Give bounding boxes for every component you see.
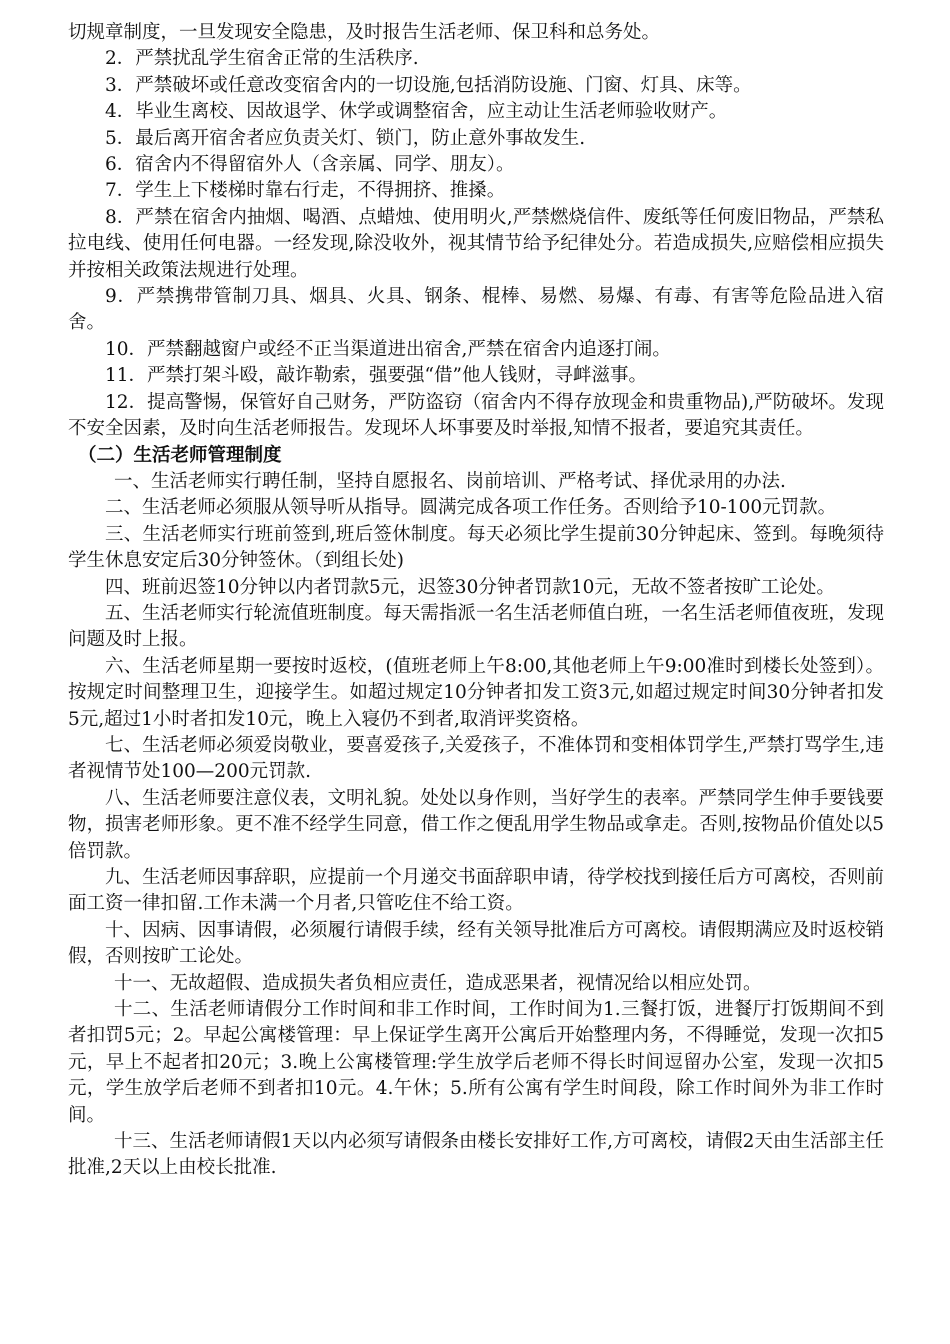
rule-item-6: 6．宿舍内不得留宿外人（含亲属、同学、朋友）。: [105, 154, 515, 176]
teacher-rule-11: 十一、无故超假、造成损失者负相应责任，造成恶果者，视情况给以相应处罚。: [114, 972, 762, 994]
teacher-rule-3: 三、生活老师实行班前签到,班后签休制度。每天必须比学生提前30分钟起床、签到。每晚须待学生休息安定后30分钟签休。（到组长处): [68, 523, 884, 572]
rule-item-3: 3．严禁破坏或任意改变宿舍内的一切设施,包括消防设施、门窗、灯具、床等。: [105, 74, 752, 96]
teacher-rule-1: 一、生活老师实行聘任制，坚持自愿报名、岗前培训、严格考试、择优录用的办法.: [114, 470, 786, 492]
section-title: （二）生活老师管理制度: [78, 444, 282, 466]
rule-item-10: 10．严禁翻越窗户或经不正当渠道进出宿舍,严禁在宿舍内追逐打闹。: [105, 338, 671, 360]
rule-item-8: 8．严禁在宿舍内抽烟、喝酒、点蜡烛、使用明火,严禁燃烧信件、废纸等任何废旧物品，严禁私拉电线、使用任何电器。一经发现,除没收外，视其情节给予纪律处分。若造成损失,应赔偿相应损失并按相关政策法规进行处理。: [68, 206, 884, 281]
rule-item-5: 5．最后离开宿舍者应负责关灯、锁门，防止意外事故发生.: [105, 127, 586, 149]
rule-item-11: 11．严禁打架斗殴，敲诈勒索，强要强“借”他人钱财，寻衅滋事。: [105, 365, 647, 387]
teacher-rule-8: 八、生活老师要注意仪表，文明礼貌。处处以身作则，当好学生的表率。严禁同学生伸手要钱要物，损害老师形象。更不准不经学生同意，借工作之便乱用学生物品或拿走。否则,按物品价值处以5倍罚款。: [68, 787, 884, 862]
rule-item-4: 4．毕业生离校、因故退学、休学或调整宿舍，应主动让生活老师验收财产。: [105, 101, 728, 123]
teacher-rule-10: 十、因病、因事请假，必须履行请假手续，经有关领导批准后方可离校。请假期满应及时返校销假，否则按旷工论处。: [68, 919, 884, 968]
teacher-rule-7: 七、生活老师必须爱岗敬业，要喜爱孩子,关爱孩子，不准体罚和变相体罚学生,严禁打骂学生,违者视情节处100—200元罚款.: [68, 734, 884, 783]
teacher-rule-5: 五、生活老师实行轮流值班制度。每天需指派一名生活老师值白班，一名生活老师值夜班，发现问题及时上报。: [68, 602, 884, 651]
paragraph-lead: 切规章制度，一旦发现安全隐患，及时报告生活老师、保卫科和总务处。: [68, 22, 661, 43]
teacher-rule-12: 十二、生活老师请假分工作时间和非工作时间，工作时间为1.三餐打饭，进餐厅打饭期间不到者扣罚5元；2。早起公寓楼管理：早上保证学生离开公寓后开始整理内务，不得睡觉，发现一次扣5元，早上不起者扣20元；3.晚上公寓楼管理:学生放学后老师不得长时间逗留办公室，发现一次扣5元，学生放学后老师不到者扣10元。4.午休；5.所有公寓有学生时间段，除工作时间外为非工作时间。: [68, 999, 884, 1126]
teacher-rule-4: 四、班前迟签10分钟以内者罚款5元，迟签30分钟者罚款10元，无故不签者按旷工论处。: [105, 576, 835, 598]
teacher-rule-13: 十三、生活老师请假1天以内必须写请假条由楼长安排好工作,方可离校，请假2天由生活部主任批准,2天以上由校长批准.: [68, 1131, 884, 1179]
rule-item-2: 2．严禁扰乱学生宿舍正常的生活秩序.: [105, 48, 419, 70]
teacher-rule-9: 九、生活老师因事辞职，应提前一个月递交书面辞职申请，待学校找到接任后方可离校，否则前面工资一律扣留.工作未满一个月者,只管吃住不给工资。: [68, 867, 884, 915]
teacher-rule-6: 六、生活老师星期一要按时返校，(值班老师上午8:00,其他老师上午9:00准时到楼长处签到）。按规定时间整理卫生，迎接学生。如超过规定10分钟者扣发工资3元,如超过规定时间30分钟者扣发5元,超过1小时者扣发10元，晚上入寝仍不到者,取消评奖资格。: [68, 655, 884, 730]
teacher-rule-2: 二、生活老师必须服从领导听从指导。圆满完成各项工作任务。否则给予10-100元罚款。: [105, 497, 837, 519]
rule-item-12: 12．提高警惕，保管好自己财务，严防盗窃（宿舍内不得存放现金和贵重物品),严防破坏。发现不安全因素，及时向生活老师报告。发现坏人坏事要及时举报,知情不报者，要追究其责任。: [68, 391, 884, 440]
rule-item-7: 7．学生上下楼梯时靠右行走，不得拥挤、推搡。: [105, 180, 506, 202]
rule-item-9: 9．严禁携带管制刀具、烟具、火具、钢条、棍棒、易燃、易爆、有毒、有害等危险品进入宿舍。: [68, 286, 884, 334]
